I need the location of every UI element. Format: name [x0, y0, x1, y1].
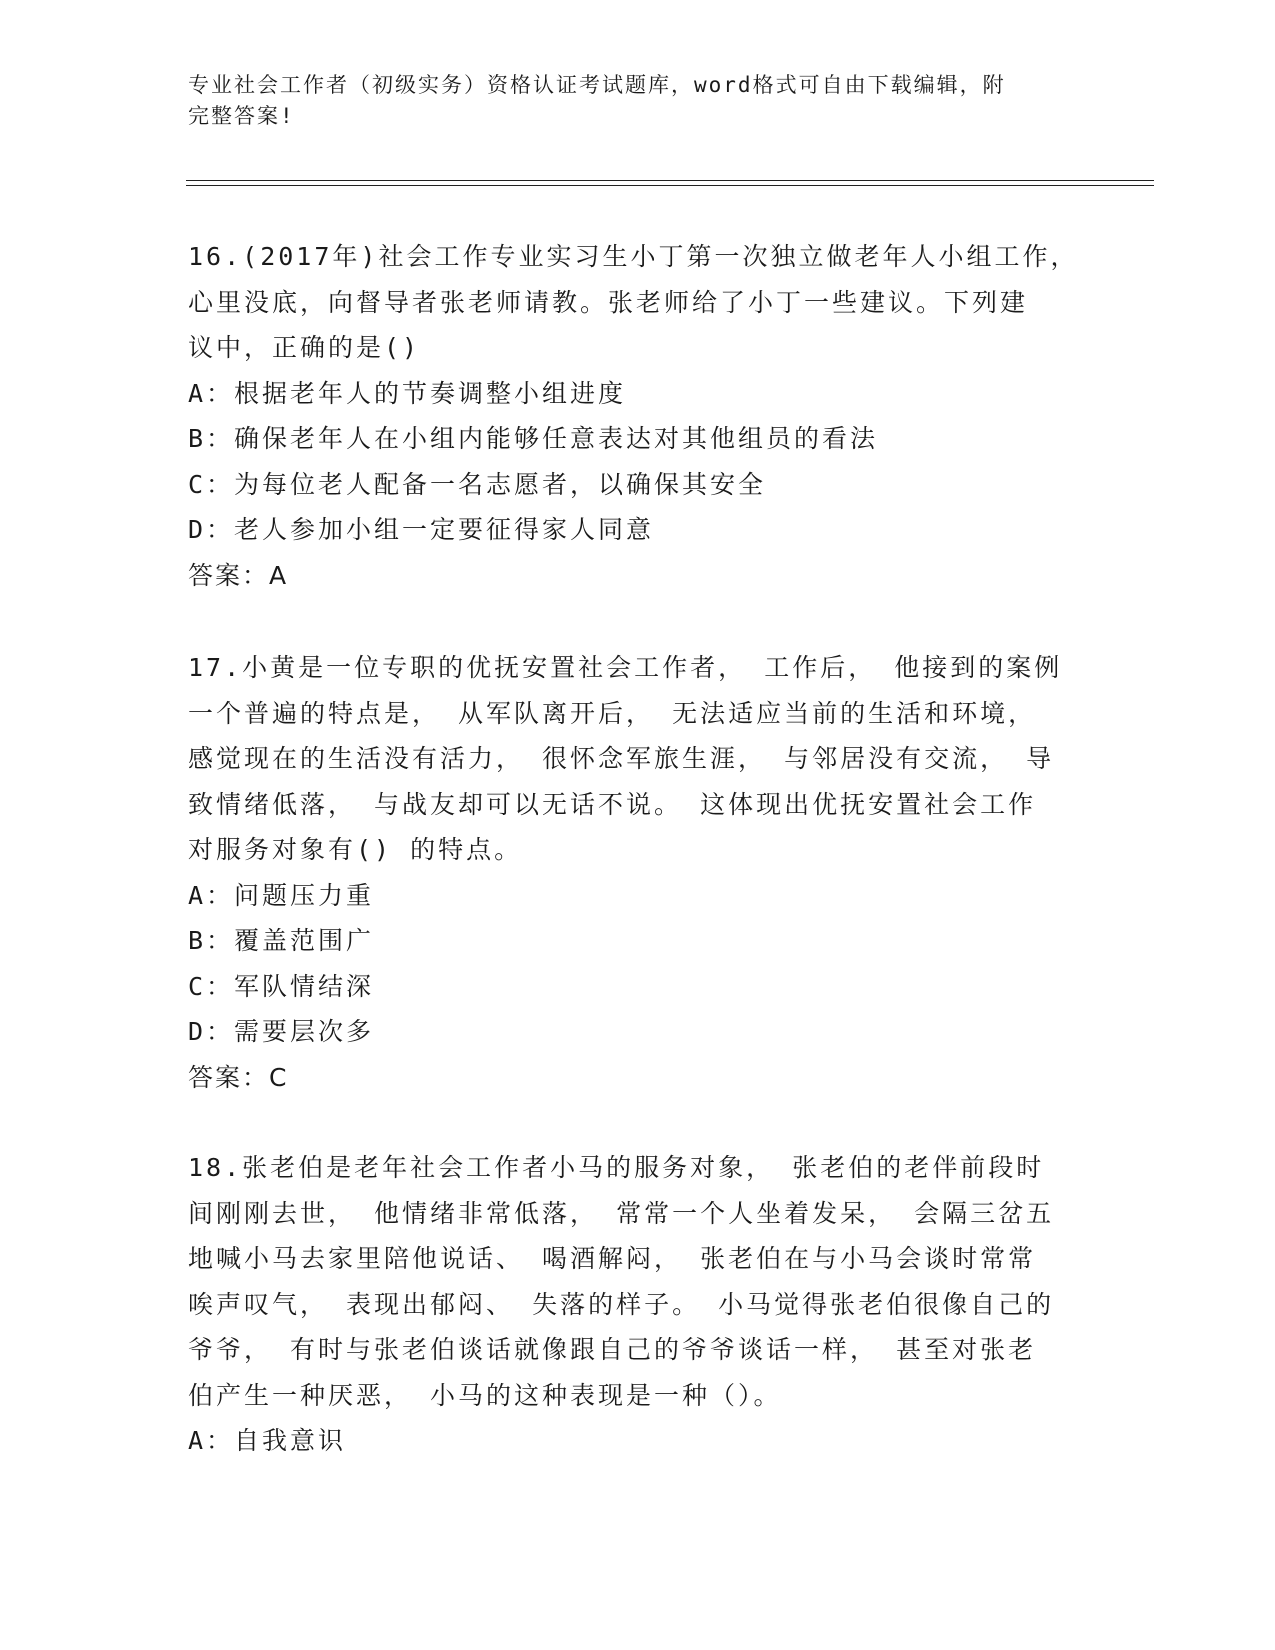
- question-stem: 18.张老伯是老年社会工作者小马的服务对象， 张老伯的老伴前段时 间刚刚去世， 他情绪非常低落， 常常一个人坐着发呆， 会隔三岔五 地喊小马去家里陪他说话、 喝酒解闷， 张老伯在与小马会谈时常常 唉声叹气， 表现出郁闷、 失落的样子。 小马觉得张老伯很像自己的 爷爷， 有时与张老伯谈话就像跟自己的爷爷谈话一样， 甚至对张老 伯产生一种厌恶， 小马的这种表现是一种（）。: [188, 1153, 1055, 1410]
- option-b: B：覆盖范围广: [188, 926, 375, 955]
- option-d: D：老人参加小组一定要征得家人同意: [188, 515, 655, 544]
- document-header: 专业社会工作者（初级实务）资格认证考试题库，word格式可自由下载编辑，附 完整答案!: [188, 73, 1006, 128]
- answer-line: 答案：C: [188, 1062, 289, 1092]
- header-divider-top: [186, 180, 1154, 181]
- question-16: [188, 234, 1088, 598]
- option-c: C：为每位老人配备一名志愿者，以确保其安全: [188, 469, 767, 499]
- question-18: [188, 1145, 1088, 1464]
- option-b: B：确保老年人在小组内能够任意表达对其他组员的看法: [188, 424, 879, 453]
- option-c: C：军队情结深: [188, 971, 375, 1001]
- option-a: A：自我意识: [188, 1426, 347, 1455]
- option-d: D：需要层次多: [188, 1017, 375, 1046]
- question-stem: 16.(2017年)社会工作专业实习生小丁第一次独立做老年人小组工作， 心里没底，向督导者张老师请教。张老师给了小丁一些建议。下列建 议中，正确的是(): [188, 242, 1079, 362]
- option-a: A：问题压力重: [188, 880, 375, 910]
- question-17: [188, 645, 1088, 1100]
- header-divider-bottom: [186, 185, 1154, 186]
- option-a: A：根据老年人的节奏调整小组进度: [188, 378, 627, 408]
- answer-line: 答案：A: [188, 560, 289, 590]
- question-stem: 17.小黄是一位专职的优抚安置社会工作者， 工作后， 他接到的案例 一个普遍的特点是， 从军队离开后， 无法适应当前的生活和环境， 感觉现在的生活没有活力， 很怀念军旅生涯， 与邻居没有交流， 导 致情绪低落， 与战友却可以无话不说。 这体现出优抚安置社会工作 对服务对象有() 的特点。: [188, 653, 1063, 864]
